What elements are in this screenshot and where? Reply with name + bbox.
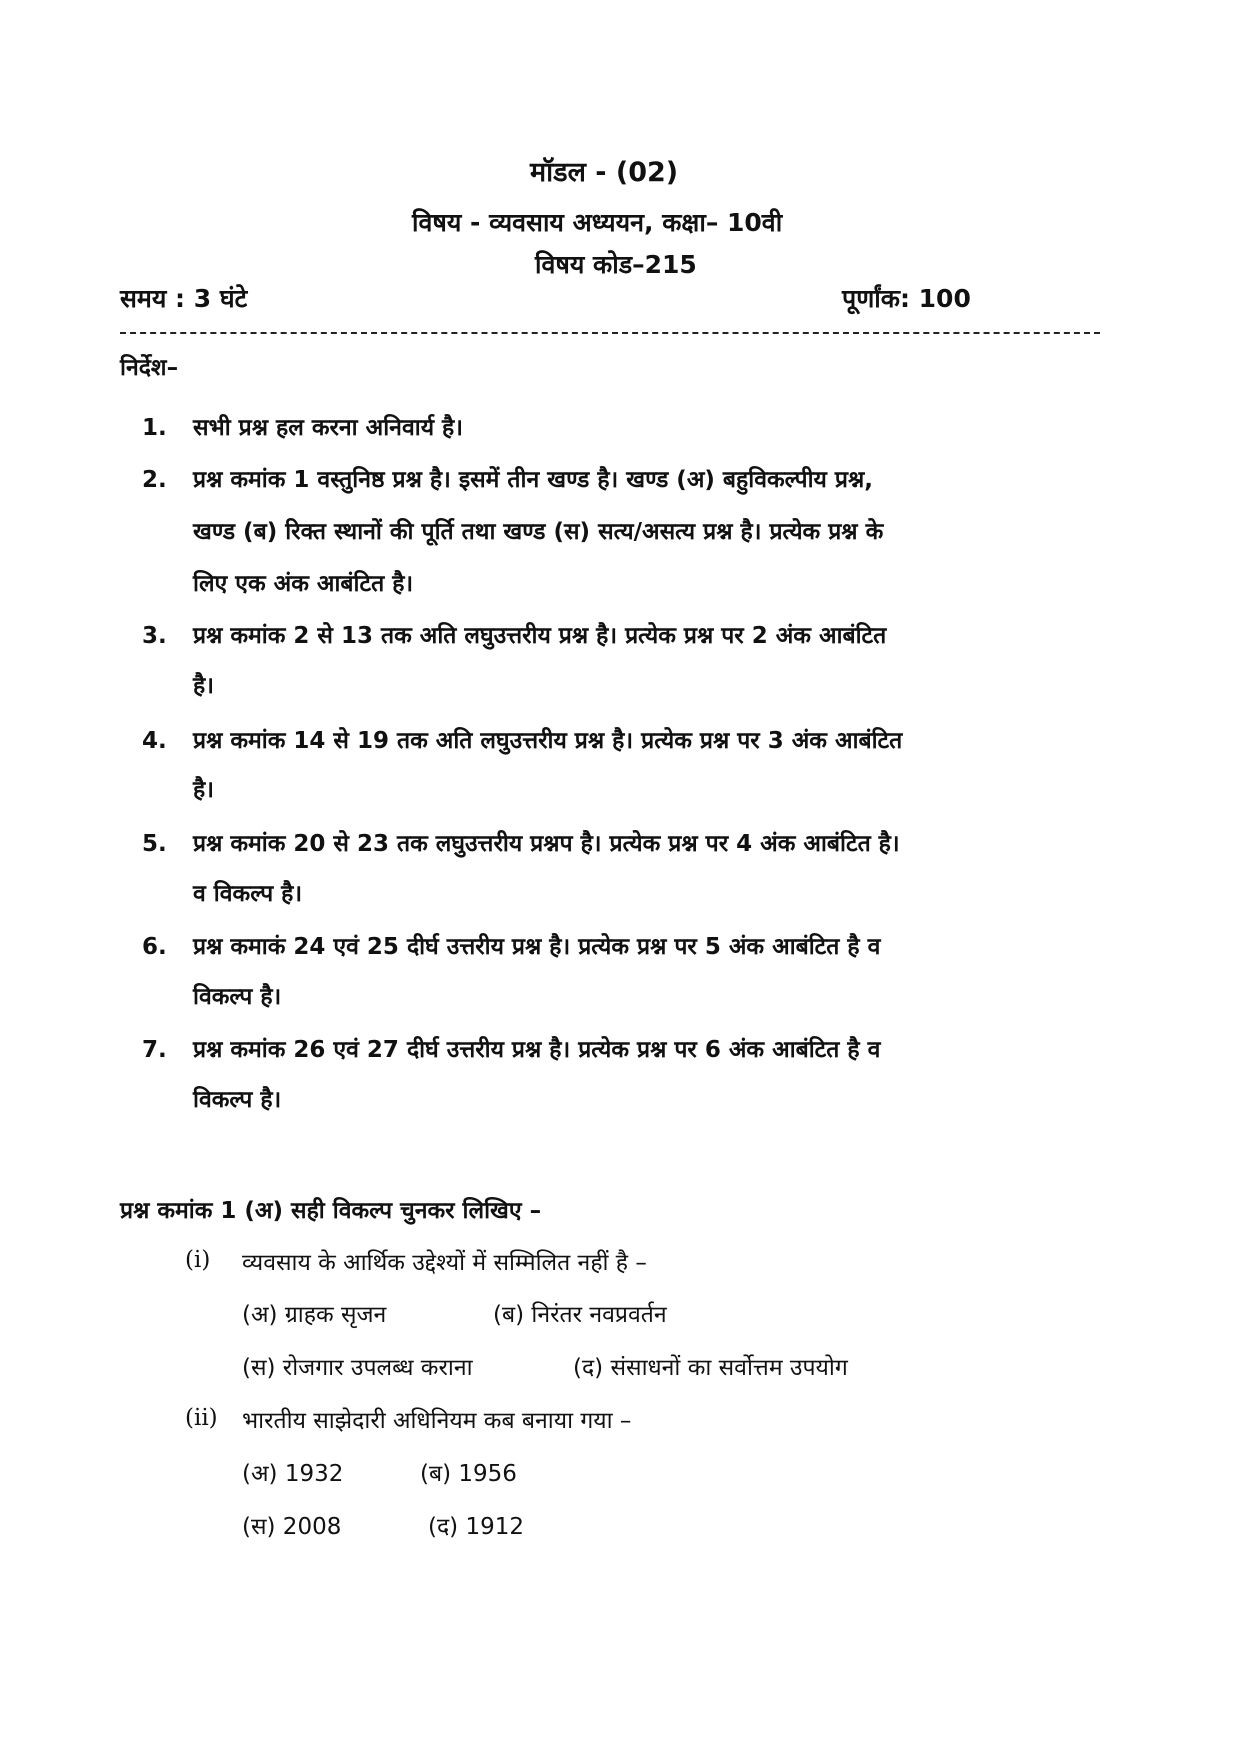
instruction-line: व विकल्प है। (193, 881, 303, 907)
time-allowed: समय : 3 घंटे (120, 284, 248, 313)
model-title: मॉडल - (02) (530, 157, 679, 188)
question-1-heading: प्रश्न कमांक 1 (अ) सही विकल्प चुनकर लिखिए – (120, 1198, 542, 1224)
question-text: भारतीय साझेदारी अधिनियम कब बनाया गया – (242, 1408, 632, 1434)
part-number: (ii) (185, 1405, 218, 1431)
instruction-number: 2. (142, 467, 167, 493)
instruction-line: प्रश्न कमांक 20 से 23 तक लघुउत्तरीय प्रश्नप है। प्रत्येक प्रश्न पर 4 अंक आबंटित है। (193, 831, 900, 857)
option: (अ) 1932 (242, 1461, 344, 1487)
option: (अ) ग्राहक सृजन (242, 1302, 387, 1328)
instructions-heading: निर्देश– (120, 355, 179, 381)
instruction-line: खण्ड (ब) रिक्त स्थानों की पूर्ति तथा खण्ड (स) सत्य/असत्य प्रश्न है। प्रत्येक प्रश्न के (193, 519, 884, 545)
instruction-line: प्रश्न कमांक 1 वस्तुनिष्ठ प्रश्न है। इसमें तीन खण्ड है। खण्ड (अ) बहुविकल्पीय प्रश्न, (193, 467, 873, 493)
instruction-number: 3. (142, 623, 167, 649)
instruction-line: है। (193, 673, 214, 699)
option: (द) 1912 (428, 1514, 525, 1540)
instruction-line: सभी प्रश्न हल करना अनिवार्य है। (193, 415, 463, 441)
question-text: व्यवसाय के आर्थिक उद्देश्यों में सम्मिलित नहीं है – (242, 1250, 647, 1276)
subject-code: विषय कोड–215 (535, 250, 697, 279)
option: (स) रोजगार उपलब्ध कराना (242, 1355, 473, 1381)
instruction-number: 7. (142, 1037, 167, 1063)
separator-line (120, 332, 1100, 334)
instruction-line: विकल्प है। (193, 1087, 282, 1113)
option: (ब) 1956 (420, 1461, 517, 1487)
part-number: (i) (185, 1247, 211, 1273)
option: (स) 2008 (242, 1514, 342, 1540)
option: (ब) निरंतर नवप्रवर्तन (493, 1302, 667, 1328)
instruction-line: प्रश्न कमांक 26 एवं 27 दीर्घ उत्तरीय प्रश्न है। प्रत्येक प्रश्न पर 6 अंक आबंटित है व (193, 1037, 881, 1063)
instruction-line: है। (193, 777, 214, 803)
instruction-number: 6. (142, 934, 167, 960)
subject-line: विषय - व्यवसाय अध्ययन, कक्षा– 10वी (412, 208, 783, 237)
instruction-number: 5. (142, 831, 167, 857)
option: (द) संसाधनों का सर्वोत्तम उपयोग (573, 1355, 848, 1381)
instruction-line: प्रश्न कमाकं 24 एवं 25 दीर्घ उत्तरीय प्रश्न है। प्रत्येक प्रश्न पर 5 अंक आबंटित है व (193, 934, 881, 960)
instruction-number: 1. (142, 415, 167, 441)
instruction-number: 4. (142, 728, 167, 754)
instruction-line: प्रश्न कमांक 2 से 13 तक अति लघुउत्तरीय प्रश्न है। प्रत्येक प्रश्न पर 2 अंक आबंटित (193, 623, 887, 649)
max-marks: पूर्णांक: 100 (842, 284, 971, 313)
instruction-line: लिए एक अंक आबंटित है। (193, 571, 414, 597)
instruction-line: विकल्प है। (193, 984, 282, 1010)
instruction-line: प्रश्न कमांक 14 से 19 तक अति लघुउत्तरीय प्रश्न है। प्रत्येक प्रश्न पर 3 अंक आबंटित (193, 728, 903, 754)
